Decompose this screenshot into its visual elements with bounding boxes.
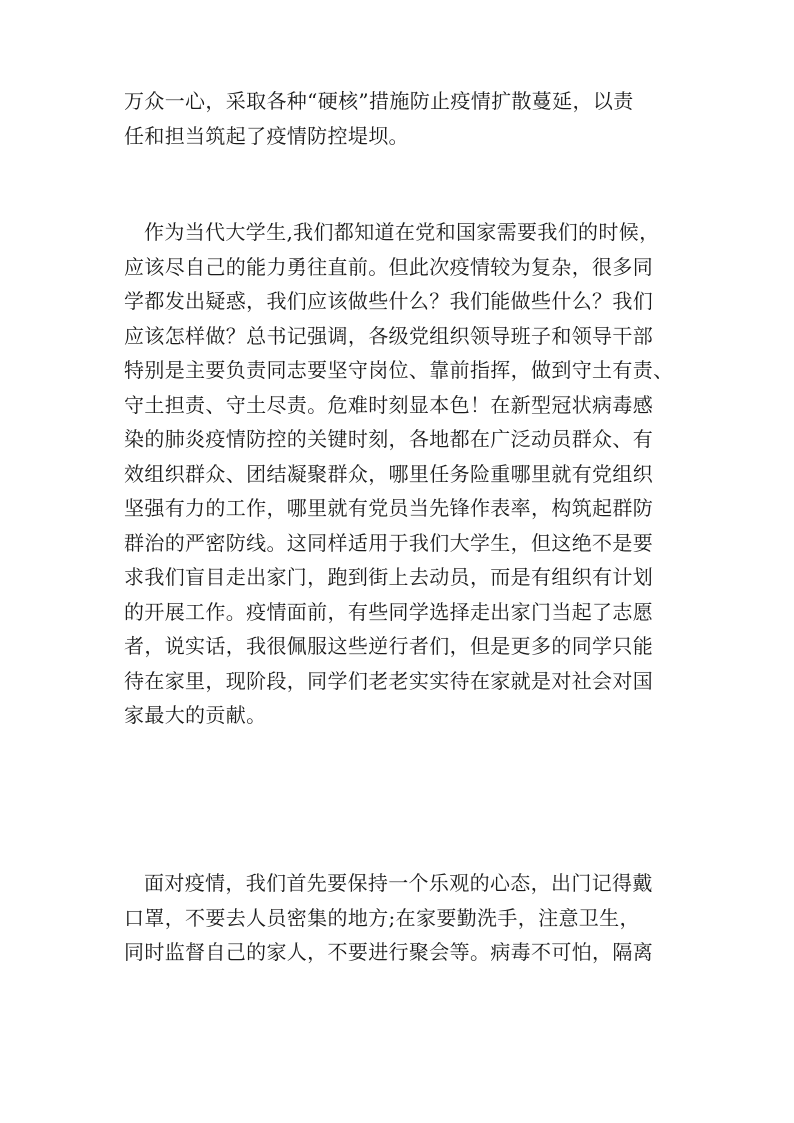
paragraph-line: 万众一心，采取各种“硬核”措施防止疫情扩散蔓延，以责 [124,89,634,113]
paragraph-line: 口罩，不要去人员密集的地方;在家要勤洗手，注意卫生， [124,905,640,930]
paragraph-1 [124,84,676,153]
paragraph-line: 同时监督自己的家人，不要进行聚会等。病毒不可怕，隔离 [124,940,654,964]
paragraph-3 [124,866,676,970]
paragraph-line: 应该怎样做？总书记强调，各级党组织领导班子和领导干部 [124,323,654,348]
paragraph-line: 应该尽自己的能力勇往直前。但此次疫情较为复杂，很多同 [124,254,654,279]
paragraph-line: 者，说实话，我很佩服这些逆行者们，但是更多的同学只能 [124,634,654,658]
paragraph-2 [124,215,676,733]
paragraph-line: 学都发出疑惑，我们应该做些什么？我们能做些什么？我们 [124,289,654,313]
paragraph-line: 守土担责、守土尽责。危难时刻显本色！在新型冠状病毒感 [124,392,654,417]
paragraph-line: 家最大的贡献。 [124,703,267,727]
paragraph-line: 染的肺炎疫情防控的关键时刻，各地都在广泛动员群众、有 [124,427,654,451]
paragraph-line: 面对疫情，我们首先要保持一个乐观的心态，出门记得戴 [144,871,653,895]
paragraph-line: 的开展工作。疫情面前，有些同学选择走出家门当起了志愿 [124,599,654,624]
paragraph-line: 待在家里，现阶段，同学们老老实实待在家就是对社会对国 [124,668,654,693]
paragraph-line: 任和担当筑起了疫情防控堤坝。 [124,123,409,148]
paragraph-line: 特别是主要负责同志要坚守岗位、靠前指挥，做到守土有责、 [124,358,674,382]
paragraph-line: 群治的严密防线。这同样适用于我们大学生，但这绝不是要 [124,530,654,555]
paragraph-line: 作为当代大学生,我们都知道在党和国家需要我们的时候， [144,220,660,244]
paragraph-line: 求我们盲目走出家门，跑到街上去动员，而是有组织有计划 [124,565,654,589]
paragraph-line: 效组织群众、团结凝聚群众，哪里任务险重哪里就有党组织 [124,461,654,486]
paragraph-line: 坚强有力的工作，哪里就有党员当先锋作表率，构筑起群防 [124,496,654,520]
